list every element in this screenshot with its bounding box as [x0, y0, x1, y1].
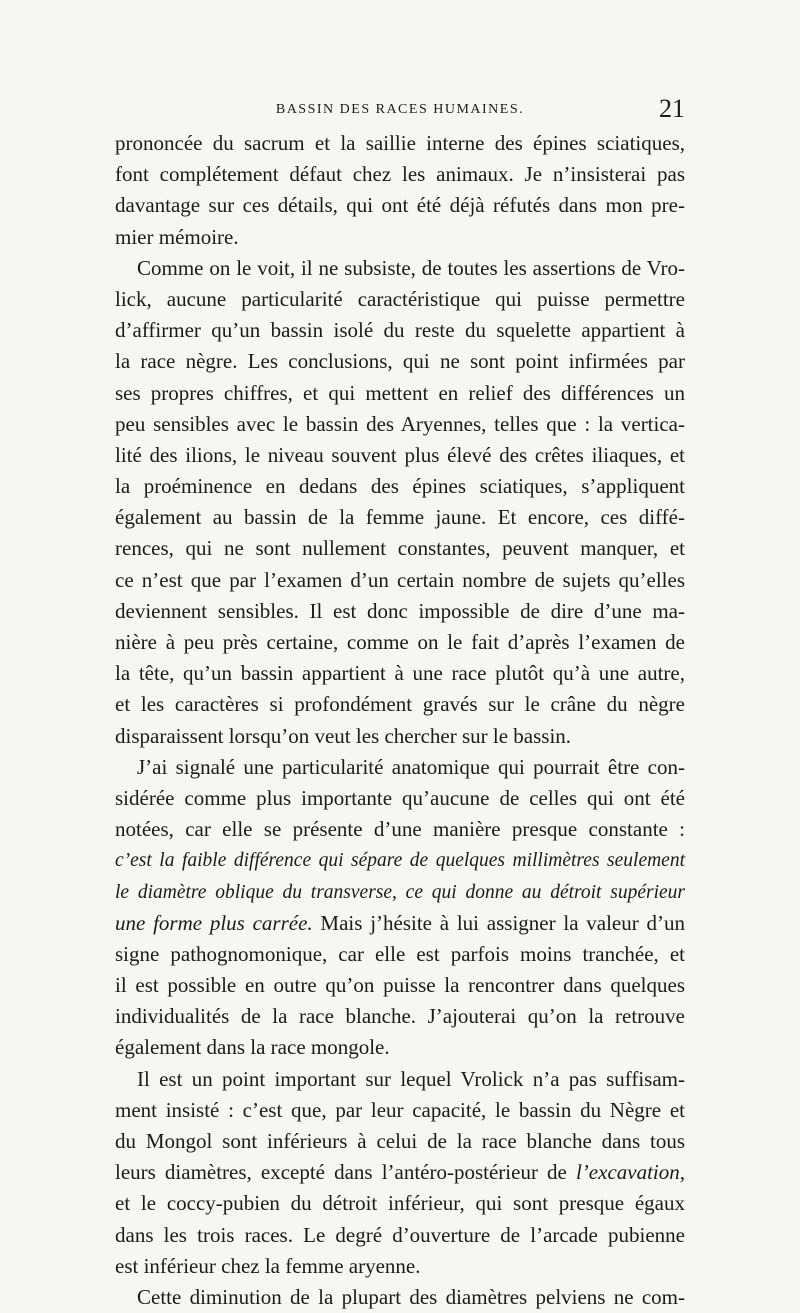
text-line: également dans la race mongole.: [115, 1035, 390, 1060]
text-line: la tête, qu’un bassin appartient à une race plutôt qu’à une autre,: [115, 661, 685, 686]
roman-span: leurs diamètres, excepté dans l’antéro-postérieur de: [115, 1160, 576, 1185]
text-line: peu sensibles avec le bassin des Aryennes, telles que : la vertica-: [115, 411, 685, 436]
italic-text-line: c’est la faible différence qui sépare de quelques millimètres seulement: [115, 850, 685, 872]
text-line: également au bassin de la femme jaune. Et encore, ces diffé-: [115, 505, 685, 530]
text-line: font complétement défaut chez les animaux. Je n’insisterai pas: [115, 162, 685, 187]
text-line: ment insisté : c’est que, par leur capacité, le bassin du Nègre et: [115, 1097, 685, 1122]
text-line: la race nègre. Les conclusions, qui ne sont point infirmées par: [115, 349, 685, 374]
text-line: J’ai signalé une particularité anatomique qui pourrait être con-: [137, 754, 685, 779]
text-line: sidérée comme plus importante qu’aucune de celles qui ont été: [115, 785, 685, 810]
text-line: il est possible en outre qu’on puisse la rencontrer dans quelques: [115, 973, 685, 998]
text-line: davantage sur ces détails, qui ont été déjà réfutés dans mon pre-: [115, 193, 685, 218]
running-title: BASSIN DES RACES HUMAINES.: [275, 102, 525, 117]
text-line: dans les trois races. Le degré d’ouverture de l’arcade pubienne: [115, 1222, 685, 1247]
text-line: Comme on le voit, il ne subsiste, de toutes les assertions de Vro-: [137, 255, 685, 280]
text-line: lité des ilions, le niveau souvent plus élevé des crêtes iliaques, et: [115, 442, 685, 467]
text-line: disparaissent lorsqu’on veut les chercher sur le bassin.: [115, 723, 572, 748]
text-line: du Mongol sont inférieurs à celui de la race blanche dans tous: [115, 1129, 685, 1153]
text-line: et le coccy-pubien du détroit inférieur, qui sont presque égaux: [115, 1191, 685, 1216]
text-line: mier mémoire.: [115, 224, 239, 249]
text-line: Cette diminution de la plupart des diamètres pelviens ne com-: [137, 1284, 685, 1309]
body-text: [115, 128, 685, 1313]
mixed-text-line: [115, 908, 685, 939]
text-line: ce n’est que par l’examen d’un certain nombre de sujets qu’elles: [115, 567, 685, 592]
text-line: signe pathognomonique, car elle est parfois moins tranchée, et: [115, 941, 685, 966]
text-line: individualités de la race blanche. J’ajouterai qu’on la retrouve: [115, 1004, 685, 1029]
roman-span: Mais j’hésite à lui assigner la valeur d’un: [312, 910, 685, 935]
text-line: d’affirmer qu’un bassin isolé du reste du squelette appartient à: [115, 318, 685, 343]
italic-span: une forme plus carrée.: [115, 910, 313, 935]
text-line: nière à peu près certaine, comme on le fait d’après l’examen de: [115, 630, 685, 654]
text-line: ses propres chiffres, et qui mettent en relief des différences un: [115, 380, 685, 405]
italic-text-line: le diamètre oblique du transverse, ce qui donne au détroit supérieur: [115, 881, 685, 903]
running-head: [115, 94, 685, 124]
italic-span: l’excavation,: [575, 1160, 685, 1185]
text-line: Il est un point important sur lequel Vrolick n’a pas suffisam-: [137, 1066, 685, 1091]
text-line: et les caractères si profondément gravés sur le crâne du nègre: [115, 692, 685, 717]
text-line: notées, car elle se présente d’une manière presque constante :: [115, 817, 685, 842]
text-line: lick, aucune particularité caractéristique qui puisse permettre: [115, 286, 685, 311]
text-line: la proéminence en dedans des épines sciatiques, s’appliquent: [115, 474, 685, 499]
mixed-text-line: [115, 1157, 685, 1188]
page-number: 21: [659, 94, 685, 123]
text-line: rences, qui ne sont nullement constantes, peuvent manquer, et: [115, 536, 685, 561]
text-line: prononcée du sacrum et la saillie interne des épines sciatiques,: [115, 131, 685, 155]
text-line: est inférieur chez la femme aryenne.: [115, 1253, 421, 1278]
text-line: deviennent sensibles. Il est donc impossible de dire d’une ma-: [115, 598, 685, 623]
